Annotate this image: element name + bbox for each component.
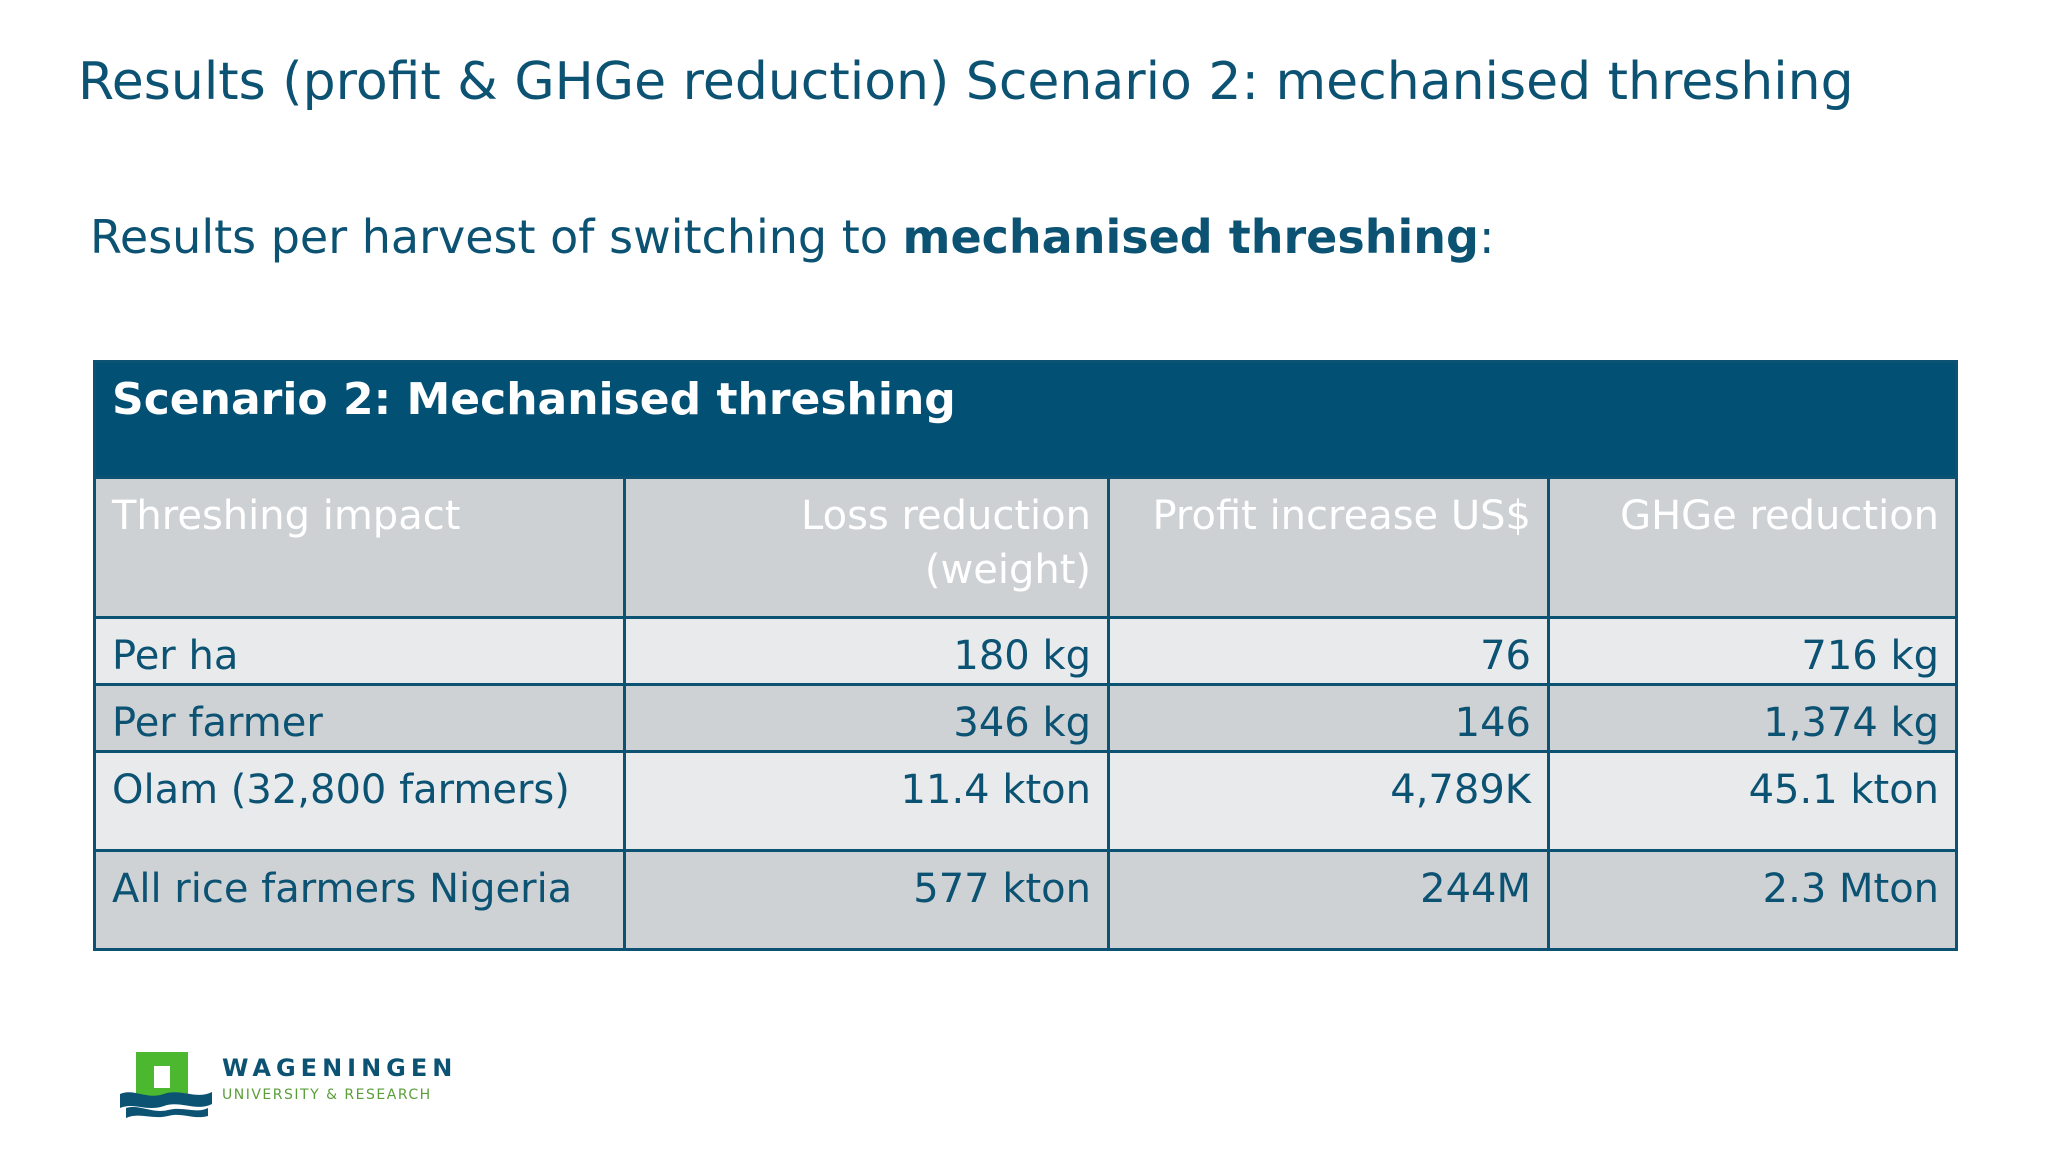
table-cell: 180 kg xyxy=(625,618,1109,685)
results-table xyxy=(93,360,1958,951)
table-cell: 4,789K xyxy=(1109,752,1549,851)
wageningen-logo xyxy=(118,1050,478,1120)
table-cell: 146 xyxy=(1109,685,1549,752)
row-label: Per ha xyxy=(95,618,625,685)
logo-subtitle: UNIVERSITY & RESEARCH xyxy=(222,1087,432,1103)
table-cell: 11.4 kton xyxy=(625,752,1109,851)
column-header xyxy=(625,478,1109,618)
table-row xyxy=(95,851,1957,950)
column-header: Profit increase US$ xyxy=(1109,478,1549,618)
table-row xyxy=(95,752,1957,851)
table-cell: 346 kg xyxy=(625,685,1109,752)
column-header-text: Loss reduction (weight) xyxy=(801,493,1091,593)
subtitle-prefix: Results per harvest of switching to xyxy=(90,210,903,264)
table-cell: 577 kton xyxy=(625,851,1109,950)
table-header-row xyxy=(95,478,1957,618)
logo-name: WAGENINGEN xyxy=(222,1054,458,1082)
table-cell: 76 xyxy=(1109,618,1549,685)
row-label: Per farmer xyxy=(95,685,625,752)
table-cell: 1,374 kg xyxy=(1549,685,1957,752)
table-caption-row xyxy=(95,362,1957,478)
slide-title: Results (profit & GHGe reduction) Scenario 2: mechanised threshing xyxy=(78,52,1854,112)
subtitle-bold: mechanised threshing xyxy=(902,210,1479,264)
table-cell: 244M xyxy=(1109,851,1549,950)
row-label: All rice farmers Nigeria xyxy=(95,851,625,950)
column-header: Threshing impact xyxy=(95,478,625,618)
table-row xyxy=(95,685,1957,752)
row-label: Olam (32,800 farmers) xyxy=(95,752,625,851)
wageningen-logo-icon xyxy=(118,1050,214,1120)
table-row xyxy=(95,618,1957,685)
table-cell: 2.3 Mton xyxy=(1549,851,1957,950)
subtitle-suffix: : xyxy=(1478,210,1495,264)
table-cell: 45.1 kton xyxy=(1549,752,1957,851)
slide-subtitle xyxy=(90,210,1494,264)
table-caption: Scenario 2: Mechanised threshing xyxy=(95,362,1957,478)
table-cell: 716 kg xyxy=(1549,618,1957,685)
column-header: GHGe reduction xyxy=(1549,478,1957,618)
